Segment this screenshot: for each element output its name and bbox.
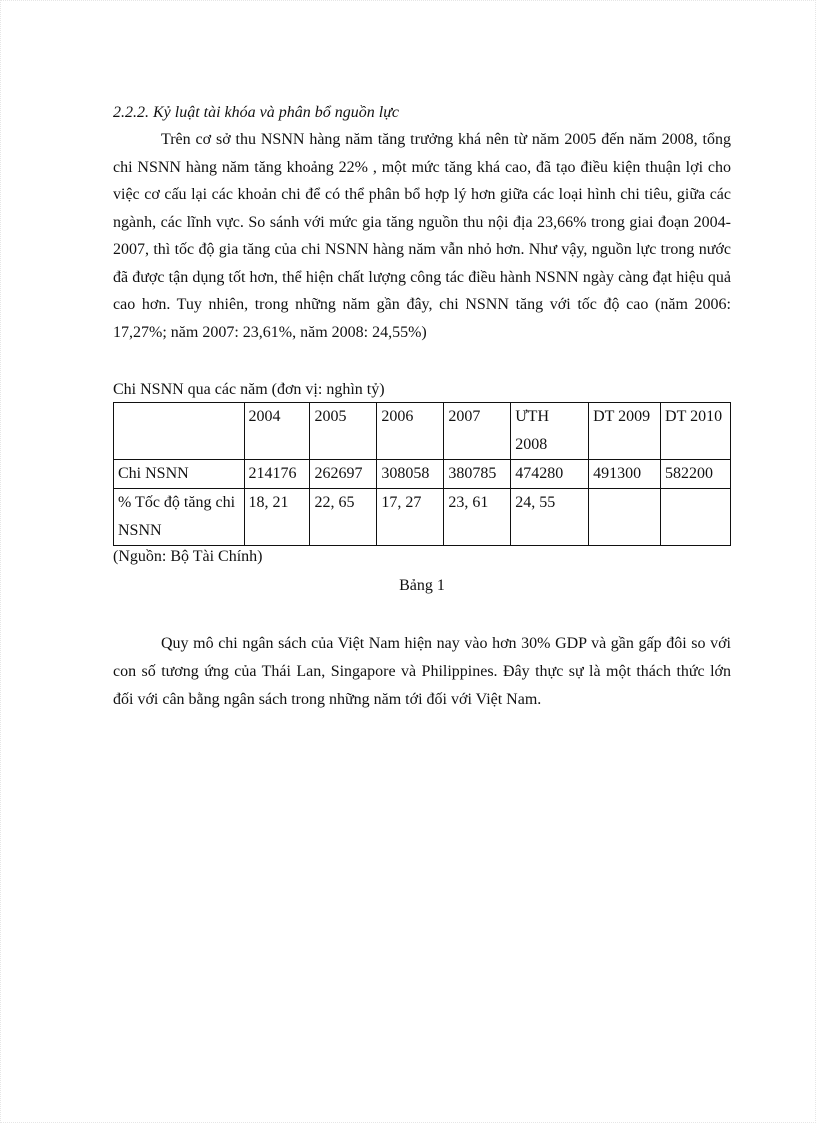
budget-table bbox=[113, 402, 731, 546]
section-heading: 2.2.2. Kỷ luật tài khóa và phân bổ nguồn lực bbox=[113, 104, 400, 121]
table-cell: % Tốc độ tăng chi NSNN bbox=[114, 489, 245, 546]
table-cell: 262697 bbox=[310, 460, 377, 489]
table-cell: 491300 bbox=[589, 460, 661, 489]
page-content bbox=[113, 99, 731, 714]
table-cell: 23, 61 bbox=[444, 489, 511, 546]
paragraph-2: Quy mô chi ngân sách của Việt Nam hiện nay vào hơn 30% GDP và gần gấp đôi so với con số tương ứng của Thái Lan, Singapore và Philippines. Đây thực sự là một thách thức lớn đối với cân bằng ngân sách trong những năm tới đối với Việt Nam. bbox=[113, 635, 731, 708]
table-cell: 22, 65 bbox=[310, 489, 377, 546]
table-cell bbox=[661, 489, 731, 546]
header-cell: 2006 bbox=[377, 403, 444, 460]
header-cell bbox=[114, 403, 245, 460]
table-header-row bbox=[114, 403, 731, 460]
table-cell: 474280 bbox=[511, 460, 589, 489]
table-row bbox=[114, 489, 731, 546]
table-cell: Chi NSNN bbox=[114, 460, 245, 489]
header-cell: 2004 bbox=[244, 403, 310, 460]
header-cell: 2007 bbox=[444, 403, 511, 460]
header-cell: ƯTH 2008 bbox=[511, 403, 589, 460]
table-cell: 24, 55 bbox=[511, 489, 589, 546]
table-source: (Nguồn: Bộ Tài Chính) bbox=[113, 548, 263, 565]
header-cell: DT 2010 bbox=[661, 403, 731, 460]
header-cell: 2005 bbox=[310, 403, 377, 460]
table-cell: 582200 bbox=[661, 460, 731, 489]
table-cell bbox=[589, 489, 661, 546]
table-cell: 214176 bbox=[244, 460, 310, 489]
header-cell: DT 2009 bbox=[589, 403, 661, 460]
table-title: Bảng 1 bbox=[399, 577, 445, 594]
table-cell: 380785 bbox=[444, 460, 511, 489]
paragraph-1: Trên cơ sở thu NSNN hàng năm tăng trưởng khá nên từ năm 2005 đến năm 2008, tổng chi NSNN hàng năm tăng khoảng 22% , một mức tăng khá cao, đã tạo điều kiện thuận lợi cho việc cơ cấu lại các khoản chi để có thể phân bổ hợp lý hơn giữa các loại hình chi tiêu, giữa các ngành, các lĩnh vực. So sánh với mức gia tăng nguồn thu nội địa 23,66% trong giai đoạn 2004-2007, thì tốc độ gia tăng của chi NSNN hàng năm vẫn nhỏ hơn. Như vậy, nguồn lực trong nước đã được tận dụng tốt hơn, thể hiện chất lượng công tác điều hành NSNN ngày càng đạt hiệu quả cao hơn. Tuy nhiên, trong những năm gần đây, chi NSNN tăng với tốc độ cao (năm 2006: 17,27%; năm 2007: 23,61%, năm 2008: 24,55%) bbox=[113, 131, 731, 341]
table-cell: 17, 27 bbox=[377, 489, 444, 546]
table-row bbox=[114, 460, 731, 489]
table-caption: Chi NSNN qua các năm (đơn vị: nghìn tỷ) bbox=[113, 381, 385, 398]
table-cell: 18, 21 bbox=[244, 489, 310, 546]
table-cell: 308058 bbox=[377, 460, 444, 489]
